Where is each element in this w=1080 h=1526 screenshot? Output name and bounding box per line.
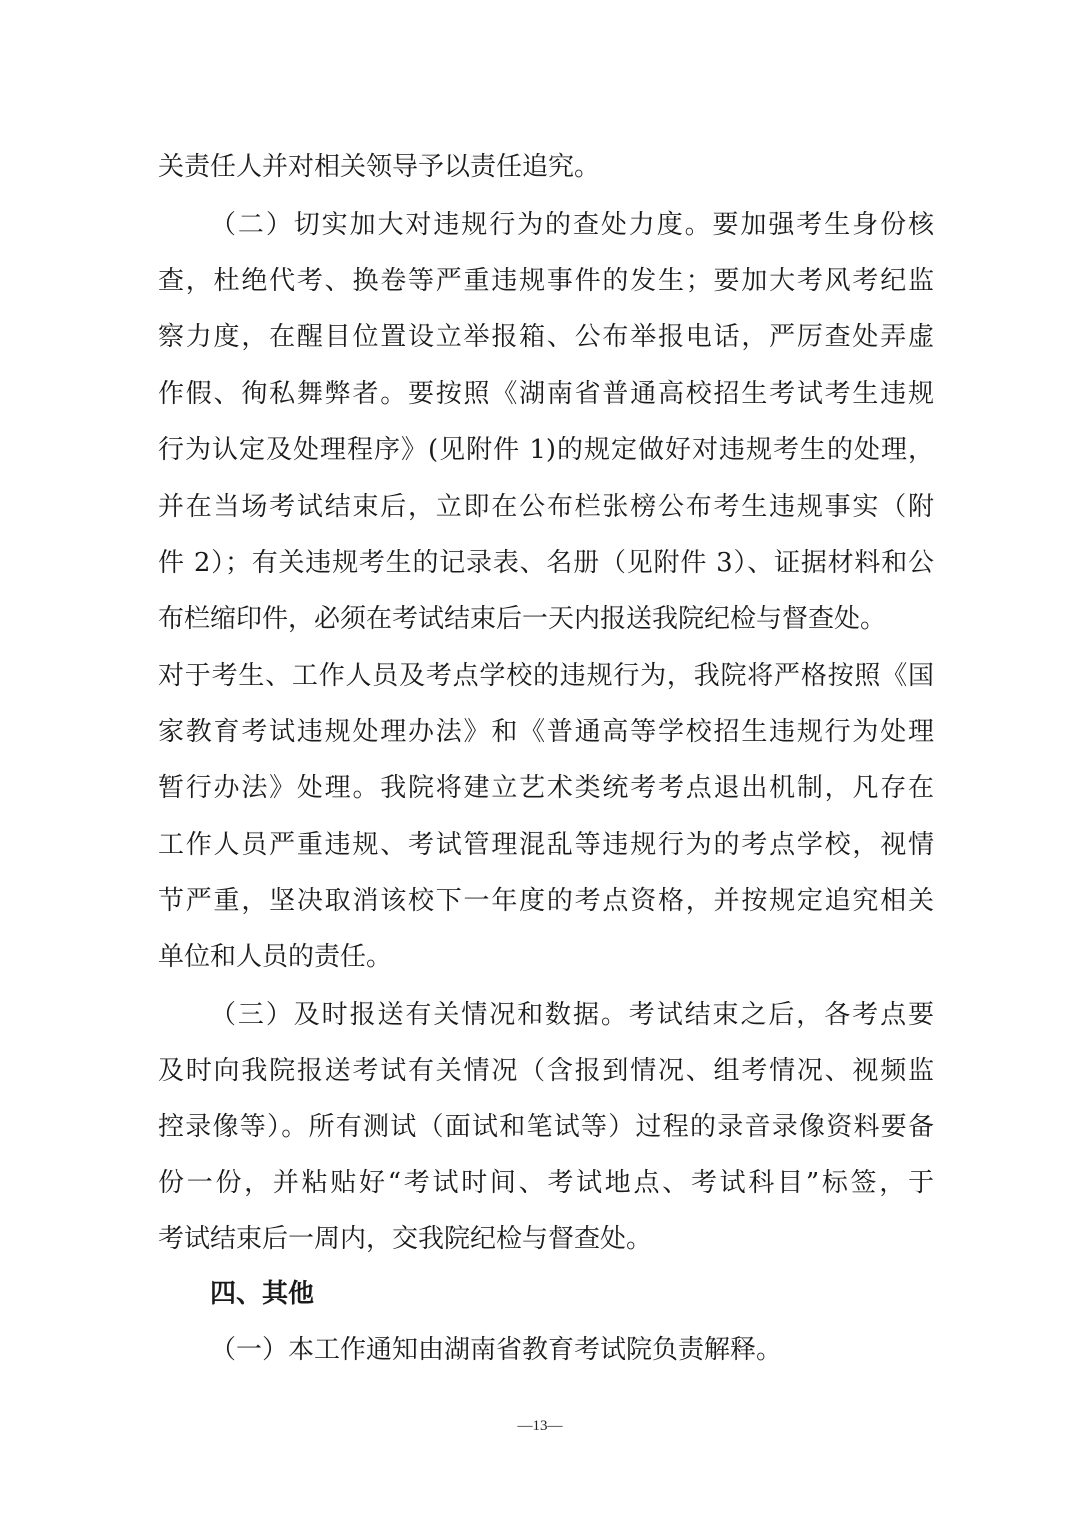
- text-line: 工作人员严重违规、考试管理混乱等违规行为的考点学校，视情: [158, 830, 934, 860]
- text-line: 暂行办法》处理。我院将建立艺术类统考考点退出机制，凡存在: [158, 773, 934, 803]
- text-line: 行为认定及处理程序》(见附件 1)的规定做好对违规考生的处理，: [158, 435, 934, 465]
- text-line: 件 2）；有关违规考生的记录表、名册（见附件 3）、证据材料和公: [158, 548, 934, 578]
- text-line: 及时向我院报送考试有关情况（含报到情况、组考情况、视频监: [158, 1056, 934, 1086]
- text-line: 单位和人员的责任。: [158, 942, 393, 972]
- text-line: 关责任人并对相关领导予以责任追究。: [158, 152, 601, 182]
- text-line: （一）本工作通知由湖南省教育考试院负责解释。: [210, 1335, 783, 1365]
- text-line: 控录像等）。所有测试（面试和笔试等）过程的录音录像资料要备: [158, 1112, 934, 1142]
- text-line: 查，杜绝代考、换卷等严重违规事件的发生；要加大考风考纪监: [158, 266, 934, 296]
- text-line: 节严重，坚决取消该校下一年度的考点资格，并按规定追究相关: [158, 886, 934, 916]
- text-line: 考试结束后一周内，交我院纪检与督查处。: [158, 1224, 653, 1254]
- section-heading: 四、其他: [210, 1279, 315, 1309]
- text-line: 作假、徇私舞弊者。要按照《湖南省普通高校招生考试考生违规: [158, 379, 934, 409]
- text-line: （二）切实加大对违规行为的查处力度。要加强考生身份核: [210, 210, 934, 240]
- text-line: 份一份，并粘贴好“考试时间、考试地点、考试科目”标签，于: [158, 1168, 934, 1198]
- text-line: 对于考生、工作人员及考点学校的违规行为，我院将严格按照《国: [158, 661, 934, 691]
- text-line: （三）及时报送有关情况和数据。考试结束之后，各考点要: [210, 1000, 934, 1030]
- text-line: 并在当场考试结束后，立即在公布栏张榜公布考生违规事实（附: [158, 492, 934, 522]
- text-line: 布栏缩印件，必须在考试结束后一天内报送我院纪检与督查处。: [158, 604, 887, 634]
- text-line: 家教育考试违规处理办法》和《普通高等学校招生违规行为处理: [158, 717, 934, 747]
- page-number: —13—: [517, 1418, 563, 1434]
- text-line: 察力度，在醒目位置设立举报箱、公布举报电话，严厉查处弄虚: [158, 322, 934, 352]
